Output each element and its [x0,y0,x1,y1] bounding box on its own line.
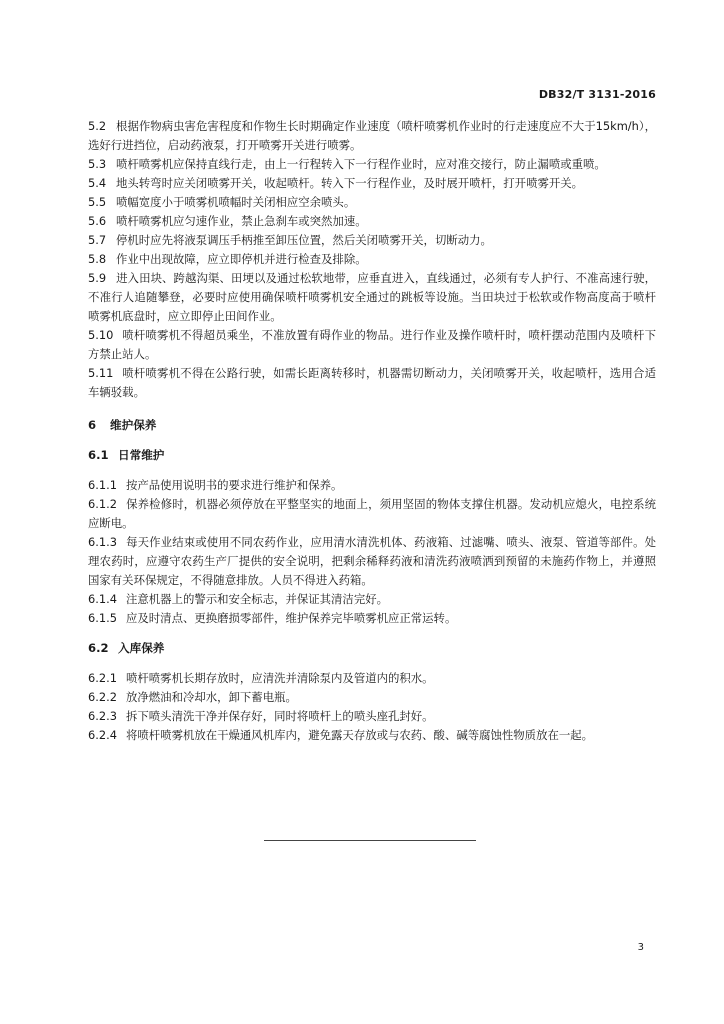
clause-number: 6.1.4 [88,592,117,606]
clause-5-9 [88,269,656,326]
section-title: 入库保养 [118,641,165,655]
clause-number: 5.3 [88,157,107,171]
clause-number: 6.2.1 [88,671,117,685]
clause-text: 停机时应先将液泵调压手柄推至卸压位置，然后关闭喷雾开关，切断动力。 [116,233,492,247]
clause-text: 喷幅宽度小于喷雾机喷幅时关闭相应空余喷头。 [116,195,356,209]
section-title: 维护保养 [110,418,157,432]
clause-6-2-2 [88,688,656,707]
section-number: 6.1 [88,448,109,462]
section-number: 6 [88,418,97,432]
document-code: DB32/T 3131-2016 [538,88,656,101]
clause-text: 按产品使用说明书的要求进行维护和保养。 [126,478,343,492]
clause-6-2-3 [88,707,656,726]
document-body [88,117,656,745]
clause-6-1-5 [88,609,656,628]
clause-text: 喷杆喷雾机应匀速作业，禁止急刹车或突然加速。 [116,214,367,228]
section-number: 6.2 [88,641,109,655]
clause-6-1-4 [88,590,656,609]
clause-number: 6.2.2 [88,690,117,704]
clause-text: 喷杆喷雾机不得在公路行驶，如需长距离转移时，机器需切断动力，关闭喷雾开关，收起喷杆，选用合适车辆驳载。 [88,366,656,399]
clause-text: 将喷杆喷雾机放在干燥通风机库内，避免露天存放或与农药、酸、碱等腐蚀性物质放在一起。 [126,728,594,742]
clause-6-1-3 [88,533,656,590]
page-number: 3 [637,942,644,953]
section-6-1-heading [88,446,656,465]
clause-number: 6.2.3 [88,709,117,723]
clause-6-2-1 [88,669,656,688]
clause-5-7 [88,231,656,250]
clause-5-2 [88,117,656,155]
clause-number: 5.5 [88,195,107,209]
clause-text: 喷杆喷雾机不得超员乘坐，不准放置有碍作业的物品。进行作业及操作喷杆时，喷杆摆动范围内及喷杆下方禁止站人。 [88,328,656,361]
clause-number: 5.10 [88,328,114,342]
clause-number: 5.4 [88,176,107,190]
clause-text: 作业中出现故障，应立即停机并进行检查及排除。 [116,252,367,266]
clause-number: 6.2.4 [88,728,117,742]
clause-5-8 [88,250,656,269]
clause-number: 5.8 [88,252,107,266]
clause-6-2-4 [88,726,656,745]
clause-number: 5.6 [88,214,107,228]
clause-6-1-2 [88,495,656,533]
clause-5-10 [88,326,656,364]
clause-6-1-1 [88,476,656,495]
clause-number: 6.1.3 [88,535,117,549]
clause-5-4 [88,174,656,193]
clause-number: 6.1.5 [88,611,117,625]
clause-number: 5.7 [88,233,107,247]
clause-number: 5.2 [88,119,107,133]
clause-number: 5.11 [88,366,114,380]
clause-number: 6.1.2 [88,497,117,511]
clause-5-5 [88,193,656,212]
end-rule [264,840,476,841]
section-title: 日常维护 [118,448,165,462]
clause-number: 5.9 [88,271,107,285]
clause-number: 6.1.1 [88,478,117,492]
clause-text: 每天作业结束或使用不同农药作业，应用清水清洗机体、药液箱、过滤嘴、喷头、液泵、管道等部件。处理农药时，应遵守农药生产厂提供的安全说明，把剩余稀释药液和清洗药液喷洒到预留的未施药作物上，并遵照国家有关环保规定，不得随意排放。人员不得进入药箱。 [88,535,656,587]
clause-text: 进入田块、跨越沟渠、田埂以及通过松软地带，应垂直进入，直线通过，必须有专人护行、不准高速行驶，不准行人追随攀登，必要时应使用确保喷杆喷雾机安全通过的跳板等设施。当田块过于松软或作物高度高于喷杆喷雾机底盘时，应立即停止田间作业。 [88,271,656,323]
clause-5-3 [88,155,656,174]
clause-5-11 [88,364,656,402]
clause-text: 喷杆喷雾机长期存放时，应清洗并清除泵内及管道内的积水。 [126,671,434,685]
clause-text: 放净燃油和冷却水，卸下蓄电瓶。 [126,690,297,704]
clause-text: 保养检修时，机器必须停放在平整坚实的地面上，须用坚固的物体支撑住机器。发动机应熄火，电控系统应断电。 [88,497,656,530]
clause-text: 注意机器上的警示和安全标志，并保证其清洁完好。 [126,592,388,606]
clause-5-6 [88,212,656,231]
section-6-2-heading [88,639,656,658]
clause-text: 地头转弯时应关闭喷雾开关，收起喷杆。转入下一行程作业，及时展开喷杆，打开喷雾开关。 [116,176,584,190]
clause-text: 拆下喷头清洗干净并保存好，同时将喷杆上的喷头座孔封好。 [126,709,434,723]
section-6-heading [88,416,656,435]
clause-text: 根据作物病虫害危害程度和作物生长时期确定作业速度（喷杆喷雾机作业时的行走速度应不大于15km/h），选好行进挡位，启动药液泵，打开喷雾开关进行喷雾。 [88,119,656,152]
clause-text: 喷杆喷雾机应保持直线行走，由上一行程转入下一行程作业时，应对准交接行，防止漏喷或重喷。 [116,157,606,171]
clause-text: 应及时清点、更换磨损零部件，维护保养完毕喷雾机应正常运转。 [126,611,457,625]
